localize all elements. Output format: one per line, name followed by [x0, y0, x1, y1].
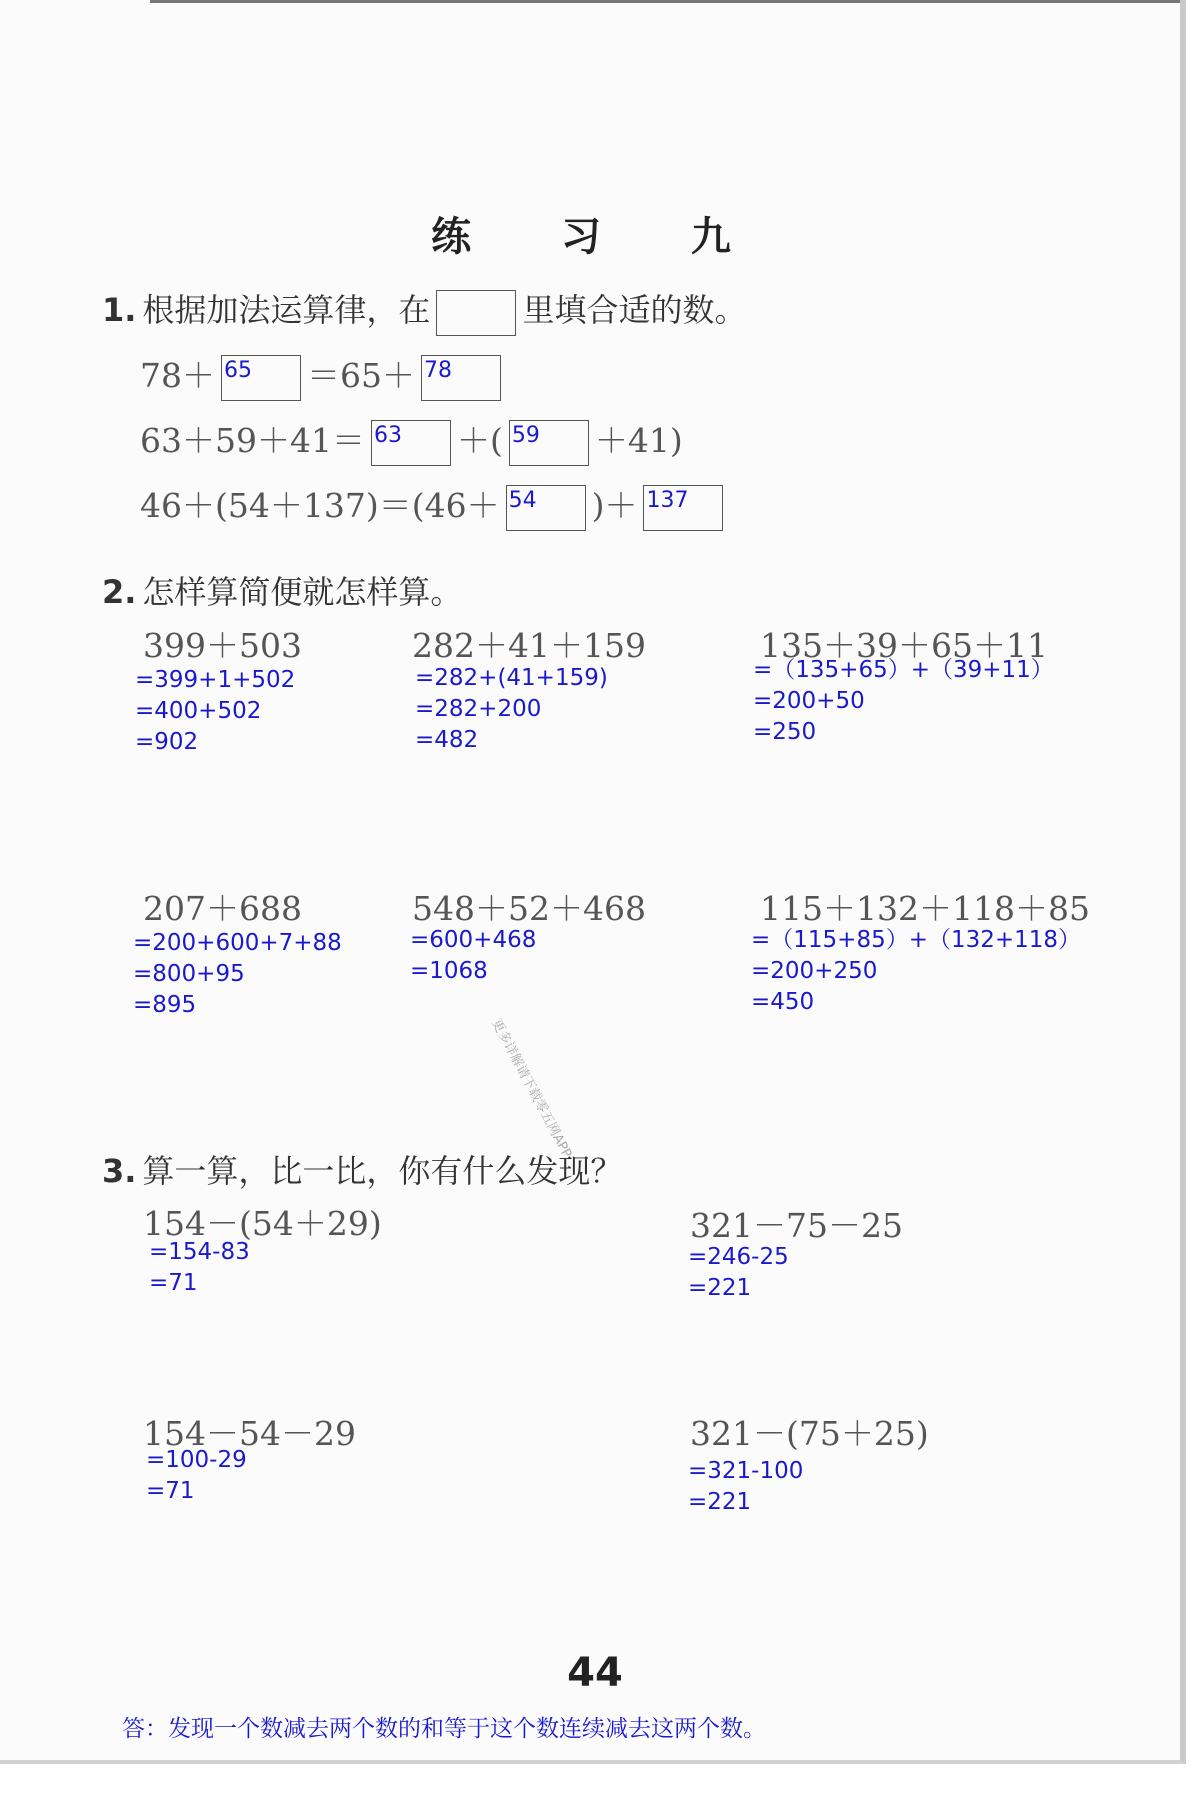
q3-item-3-solution [146, 1445, 247, 1507]
q3-item-2-expr: 321－75－25 [690, 1206, 903, 1245]
q1-sample-box [436, 290, 516, 336]
solution-step: =200+50 [753, 688, 865, 714]
q3-answer-text: 答：发现一个数减去两个数的和等于这个数连续减去这两个数。 [122, 1716, 766, 1742]
q2-item-6-solution [751, 925, 1081, 1018]
q2-item-1-solution [135, 665, 295, 758]
solution-step: =482 [415, 727, 479, 753]
solution-step: =250 [753, 719, 817, 745]
q2-item-5-solution [410, 925, 536, 987]
q2-text: 怎样算简便就怎样算。 [142, 573, 463, 611]
solution-step: =902 [135, 729, 199, 755]
q1-row-2-part-2: ＋( [456, 421, 503, 460]
q1-row-2-box-2[interactable] [509, 420, 589, 466]
q1-row-1-part-2: ＝65＋ [307, 356, 415, 395]
q3-item-1-expr: 154－(54＋29) [143, 1204, 382, 1243]
q2-item-6-expr: 115＋132＋118＋85 [760, 889, 1090, 928]
watermark-text: 更多详解请下载零五网APP [488, 1016, 575, 1161]
q3-item-2-solution [688, 1242, 789, 1304]
solution-step: =71 [149, 1270, 198, 1296]
q1-row-3-box-2[interactable] [643, 485, 723, 531]
top-edge-line [150, 0, 1180, 3]
q1-row-3-box-1[interactable] [506, 485, 586, 531]
q2-item-1-expr: 399＋503 [143, 626, 302, 665]
q2-item-2-expr: 282＋41＋159 [412, 626, 646, 665]
q1-row-2-box-1[interactable] [371, 420, 451, 466]
solution-step: =246-25 [688, 1244, 789, 1270]
solution-step: =450 [751, 989, 815, 1015]
q1-row-2-part-1: 63＋59＋41＝ [140, 421, 365, 460]
solution-step: =71 [146, 1478, 195, 1504]
q2-item-2-solution [415, 663, 608, 756]
q2-item-5-expr: 548＋52＋468 [412, 889, 646, 928]
q1-heading [102, 285, 746, 336]
q1-row-1-box-2[interactable] [421, 355, 501, 401]
q3-item-3-expr: 154－54－29 [143, 1414, 356, 1453]
q1-row-1-answer-2: 78 [424, 358, 452, 383]
solution-step: =221 [688, 1275, 752, 1301]
solution-step: =221 [688, 1489, 752, 1515]
q1-row-3-part-1: 46＋(54＋137)＝(46＋ [140, 486, 500, 525]
q1-number: 1. [102, 291, 137, 329]
q3-item-4-solution [688, 1456, 803, 1518]
q1-row-3-part-2: )＋ [591, 486, 638, 525]
q1-text-after: 里填合适的数。 [522, 291, 747, 329]
solution-step: =1068 [410, 958, 488, 984]
q3-number: 3. [102, 1152, 137, 1190]
page-number: 44 [567, 1650, 623, 1696]
q3-text: 算一算，比一比，你有什么发现？ [142, 1152, 623, 1190]
solution-step: =282+(41+159) [415, 665, 608, 691]
q2-item-3-expr: 135＋39＋65＋11 [760, 626, 1048, 665]
q1-row-2-answer-2: 59 [511, 423, 540, 448]
solution-step: =895 [133, 992, 197, 1018]
solution-step: =（115+85）+（132+118） [751, 927, 1082, 953]
solution-step: =（135+65）+（39+11） [753, 657, 1054, 683]
solution-step: =200+600+7+88 [133, 930, 342, 956]
q2-item-4-solution [133, 928, 342, 1021]
solution-step: =400+502 [135, 698, 262, 724]
solution-step: =399+1+502 [135, 667, 296, 693]
solution-step: =154-83 [149, 1239, 250, 1265]
solution-step: =600+468 [410, 927, 537, 953]
q2-number: 2. [102, 573, 137, 611]
q1-row-3-answer-1: 54 [508, 488, 537, 513]
q1-text-before: 根据加法运算律，在 [142, 291, 431, 329]
q1-row-1-box-1[interactable] [221, 355, 301, 401]
solution-step: =200+250 [751, 958, 878, 984]
q2-heading [102, 567, 462, 613]
q3-item-1-solution [149, 1237, 250, 1299]
q1-row-1-answer-1: 65 [224, 358, 252, 383]
q1-row-3 [140, 480, 729, 531]
page-title: 练 习 九 [431, 213, 769, 260]
q2-item-3-solution [753, 655, 1054, 748]
q1-row-2 [140, 415, 683, 466]
q3-item-4-expr: 321－(75＋25) [690, 1414, 929, 1453]
solution-step: =321-100 [688, 1458, 804, 1484]
q1-row-1 [140, 350, 507, 401]
solution-step: =282+200 [415, 696, 542, 722]
q2-item-4-expr: 207＋688 [143, 889, 302, 928]
q3-heading [102, 1146, 622, 1192]
solution-step: =100-29 [146, 1447, 247, 1473]
q1-row-2-part-3: ＋41) [594, 421, 683, 460]
q1-row-1-part-1: 78＋ [140, 356, 215, 395]
q1-row-3-answer-2: 137 [646, 488, 689, 513]
q1-row-2-answer-1: 63 [373, 423, 402, 448]
solution-step: =800+95 [133, 961, 245, 987]
